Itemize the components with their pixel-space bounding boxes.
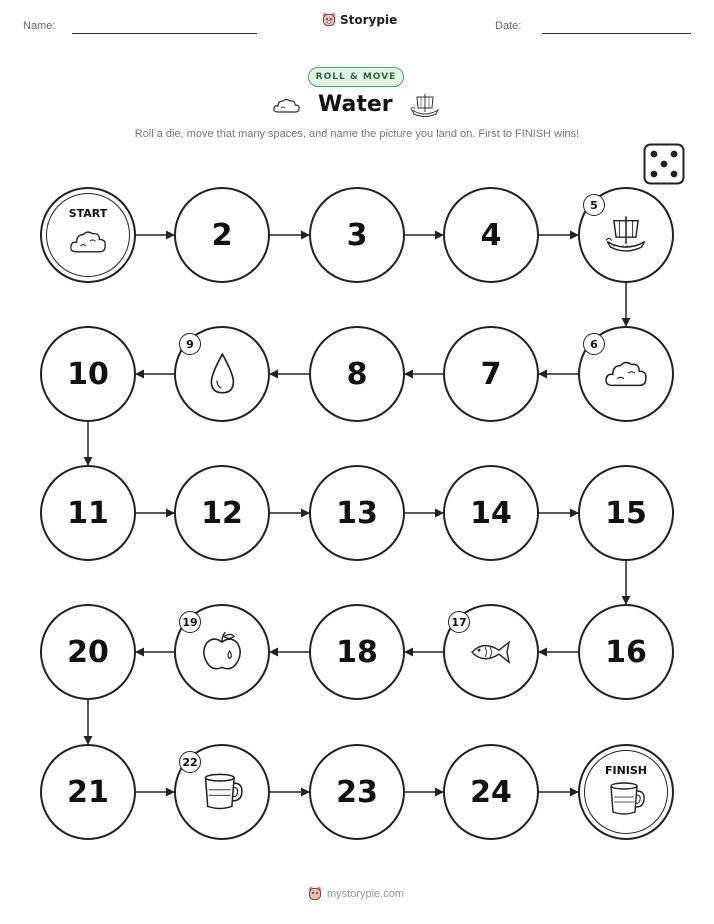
- space-4: [443, 187, 539, 283]
- space-8: [309, 326, 405, 422]
- space-number: 24: [470, 774, 512, 810]
- footer-url: mystorypie.com: [327, 887, 405, 900]
- space-21: [40, 744, 136, 840]
- date-label: Date:: [495, 20, 522, 32]
- mug-icon: [200, 770, 244, 814]
- space-16: [578, 604, 674, 700]
- space-7: [443, 326, 539, 422]
- cloud-icon: [604, 359, 648, 390]
- space-22: [174, 744, 270, 840]
- space-number: 22: [179, 751, 201, 773]
- space-number: 23: [336, 774, 378, 810]
- space-number: 4: [480, 217, 502, 253]
- space-19: [174, 604, 270, 700]
- space-24: [443, 744, 539, 840]
- brand-logo: [322, 12, 397, 27]
- cloud-icon: [69, 229, 107, 260]
- ship-icon: [604, 213, 648, 257]
- space-number: 17: [448, 611, 470, 633]
- page-title: Water: [318, 92, 393, 117]
- space-number: 8: [346, 356, 368, 392]
- space-number: 19: [179, 611, 201, 633]
- apple-icon: [200, 630, 244, 674]
- space-number: 16: [605, 634, 647, 670]
- footer: [308, 886, 404, 901]
- space-11: [40, 465, 136, 561]
- space-6: [578, 326, 674, 422]
- die-icon: [643, 143, 685, 185]
- cloud-icon: [272, 96, 302, 116]
- space-13: [309, 465, 405, 561]
- space-number: 3: [346, 217, 368, 253]
- space-9: [174, 326, 270, 422]
- space-17: [443, 604, 539, 700]
- space-number: 13: [336, 495, 378, 531]
- brand-name: Storypie: [340, 12, 398, 27]
- space-number: 20: [67, 634, 109, 670]
- space-2: [174, 187, 270, 283]
- space-number: 15: [605, 495, 647, 531]
- space-5: [578, 187, 674, 283]
- space-number: 9: [179, 333, 201, 355]
- ship-icon: [410, 92, 440, 120]
- space-18: [309, 604, 405, 700]
- space-15: [578, 465, 674, 561]
- fish-icon: [469, 639, 513, 665]
- bear-icon: [308, 886, 322, 901]
- instructions: Roll a die, move that many spaces, and name the picture you land on. First to FINISH wins!: [134, 128, 580, 140]
- space-number: 18: [336, 634, 378, 670]
- date-line[interactable]: [542, 33, 691, 34]
- space-number: 11: [67, 495, 109, 531]
- space-number: 21: [67, 774, 109, 810]
- water-drop-icon: [207, 352, 238, 396]
- space-number: 12: [201, 495, 243, 531]
- mug-icon: [606, 779, 646, 823]
- space-number: 2: [211, 217, 233, 253]
- bear-icon: [322, 12, 336, 27]
- space-20: [40, 604, 136, 700]
- space-number: 5: [583, 194, 605, 216]
- game-type-badge: ROLL & MOVE: [308, 67, 404, 87]
- name-label: Name:: [23, 20, 56, 32]
- space-number: 14: [470, 495, 512, 531]
- space-10: [40, 326, 136, 422]
- space-12: [174, 465, 270, 561]
- name-line[interactable]: [72, 33, 257, 34]
- start-label: START: [68, 207, 108, 220]
- finish-space: [578, 744, 674, 840]
- start-space: [40, 187, 136, 283]
- finish-label: FINISH: [604, 764, 648, 777]
- space-3: [309, 187, 405, 283]
- space-14: [443, 465, 539, 561]
- space-number: 7: [480, 356, 502, 392]
- space-number: 10: [67, 356, 109, 392]
- space-23: [309, 744, 405, 840]
- space-number: 6: [583, 333, 605, 355]
